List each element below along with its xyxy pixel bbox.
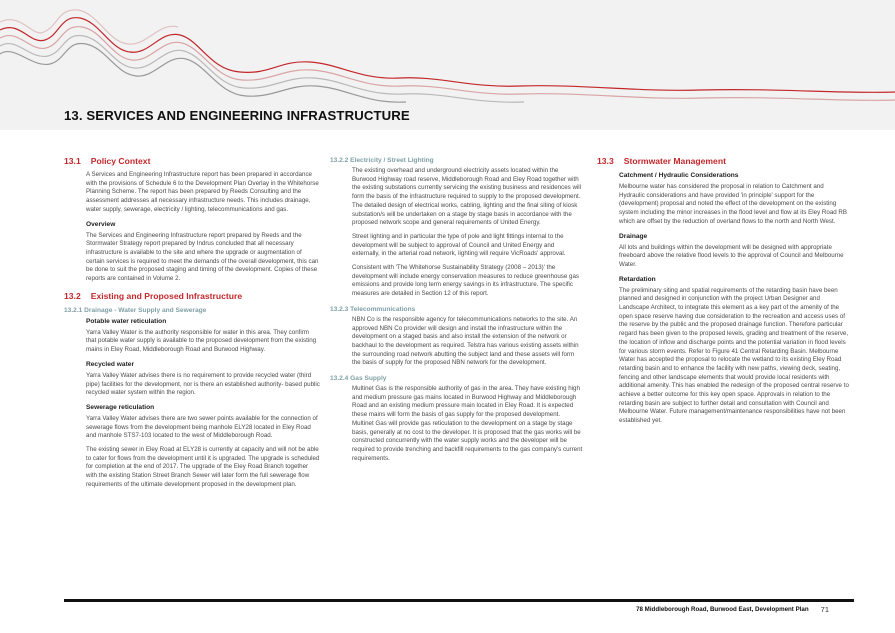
section-number: 13.1 [64,156,81,166]
subheading-retardation: Retardation [619,275,656,283]
paragraph: The existing overhead and underground electricity assets located within the Burwood Highway road reserve, Middleborough Road and Eley Road together with the existing substations currently servicing the existing business and residences will form the basis of the infrastructure required to supply to the proposed development. The detailed design of electrical works, cabling, lighting and the final siting of kiosk substation/s will be undertaken on a stage by stage basis in accordance with the proposed network scope and general requirements of United Energy. [352,167,582,227]
paragraph: The existing sewer in Eley Road at ELY28 is currently at capacity and will not be able to cater for flows from the development until it is upgraded. The upgrade is scheduled for completion at the end of 2017. The upgrade of the Eley Road Branch together with the existing Station Street Branch Sewer will later form the full sewerage flow requirements of the ultimate development proposed in the development plan. [86,446,320,488]
subsection-heading-13-2-4: 13.2.4 Gas Supply [330,375,387,383]
section-heading-13-2 [64,291,320,302]
footer-document-title: 78 Middleborough Road, Burwood East, Development Plan [636,606,809,613]
column-left [64,156,320,495]
footer [636,605,829,614]
column-middle [330,156,583,468]
subheading-potable-water: Potable water reticulation [86,317,167,325]
paragraph: Yarra Valley Water is the authority responsible for water in this area. They confirm that potable water supply is available to the proposed development from the existing mains in Eley Road, Middleborough Road and Burwood Highway. [86,328,317,354]
paragraph: The preliminary siting and spatial requirements of the retarding basin have been planned and designed in conjunction with the project Urban Designer and Landscape Architect, to integrate this element as a key part of the amenity of the open space reserve having due consideration to the recreation and access uses of the reserve by the public and the proposed drainage function. Therefore particular regard has been given to the proposed levels, grading and treatment of the reserve, the location of inflow and discharge points and the potential variation in flood levels for various storm events. Refer to Figure 41 Central Retarding Basin. Melbourne Water has accepted the proposal to relocate the wetland to its existing Eley Road retarding basin and to enhance the facility with new paths, viewing deck, seating, fencing and other landscape elements that would provide local residents with additional amenity. This has enabled the redesign of the proposed central reserve to achieve a better outcome for this key open space. Approvals in relation to the retarding basin are subject to further detail and consultation with Council and Melbourne Water. Future management/maintenance responsibilities have not been established yet. [619,286,849,425]
subsection-heading-13-2-1: 13.2.1 Drainage - Water Supply and Sewerage [64,306,207,314]
paragraph: Multinet Gas is the responsible authority of gas in the area. They have existing high and medium pressure gas mains located in Burwood Highway and Middleborough Road and an existing medium pressure main located in Eley Road. It is expected these mains will form the basis of gas supply for the proposed development. Multinet Gas will provide gas reticulation to the development on a stage by stage basis, generally at no cost to the developer. It is proposed that the gas works will be constructed concurrently with the water supply works and the developer will be required to provide trenching and backfill requirements to the gas company's current requirements. [352,385,583,462]
page-title: 13. SERVICES AND ENGINEERING INFRASTRUCTURE [64,108,410,123]
subheading-recycled-water: Recycled water [86,360,135,368]
paragraph: A Services and Engineering Infrastructure report has been prepared in accordance with the provisions of Schedule 6 to the Development Plan Overlay in the Whitehorse Planning Scheme. The report has been prepared by Reeds Consulting and the assessment addresses all necessary infrastructure needs. This includes drainage, water supply, sewerage, electricity / lighting, telecommunications and gas. [86,171,319,213]
section-number: 13.3 [597,156,614,166]
paragraph: Street lighting and in particular the type of pole and light fittings internal to the development will be subject to approval of Council and United Energy and externally, in the arterial road network, lighting will require VicRoads' approval. [352,232,566,258]
paragraph: All lots and buildings within the development will be designed with appropriate freeboard above the relative flood levels to the approval of Council and Melbourne Water. [619,243,844,268]
column-right [597,156,850,431]
subsection-heading-13-2-2: 13.2.2 Electricity / Street Lighting [330,157,434,164]
subheading-catchment: Catchment / Hydraulic Considerations [619,172,739,179]
section-title: Stormwater Management [623,156,726,166]
paragraph: Melbourne water has considered the proposal in relation to Catchment and Hydraulic considerations and have provided 'in principle' support for the (development) proposal and noted the effect of the development on the existing system including the minor increases in the flood level and flow at its Eley Road RB which are offset by the reduction of overland flows to the north and North West. [619,183,848,225]
page-number: 71 [820,605,829,614]
section-title: Existing and Proposed Infrastructure [90,290,243,301]
paragraph: Yarra Valley Water advises there is no requirement to provide recycled water (third pipe) facilities for the development, nor is there an established authority- based public recycled water system within the region. [86,371,320,397]
section-heading-13-3 [597,156,850,167]
subsection-heading-13-2-3: 13.2.3 Telecommunications [330,305,416,313]
paragraph: Consistent with 'The Whitehorse Sustainability Strategy (2008 – 2013)' the development will include energy conservation measures to reduce greenhouse gas emissions and provide long term energy savings in its infrastructure. The specific measures are detailed in Section 12 of this report. [352,264,580,298]
paragraph: The Services and Engineering Infrastructure report prepared by Reeds and the Stormwater Strategy report prepared by Indrus concluded that all necessary infrastructure is available to the site and where the upgrade or augmentation of certain services is required to meet the demands of the overall development, this can be done to suit the proposed staging and timing of the development. Copies of these reports are contained in Volume 2. [86,231,319,283]
paragraph: Yarra Valley Water advises there are two sewer points available for the connection of sewerage flows from the development being manhole ELY28 located in Eley Road and manhole STS7-103 located to the west of Middleborough Road. [86,414,318,440]
section-heading-13-1 [64,156,320,167]
subheading-sewerage: Sewerage reticulation [86,403,155,411]
section-number: 13.2 [64,290,81,301]
footer-rule [64,599,854,602]
paragraph: NBN Co is the responsible agency for telecommunications networks to the site. An approved NBN Co provider will design and install the infrastructure within the development on a staged basis and also install the extension of the network or backhaul to the development as required. Telstra has various existing assets within the surrounding road network abutting the subject land and these assets will form the basis of supply for the proposed NBN network for the development. [352,315,579,367]
section-title: Policy Context [90,156,151,166]
subheading-overview: Overview [86,220,116,228]
subheading-drainage: Drainage [619,232,648,240]
